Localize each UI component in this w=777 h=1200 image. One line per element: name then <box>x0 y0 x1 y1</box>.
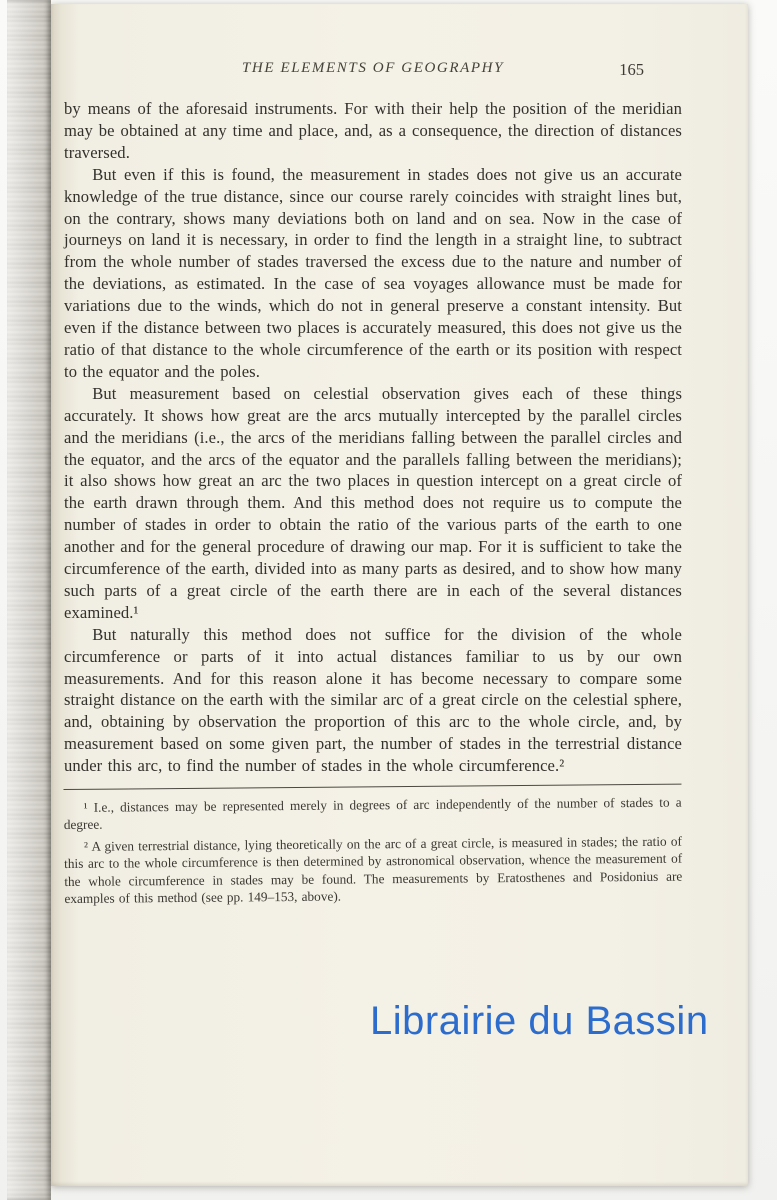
page-number: 165 <box>619 60 644 79</box>
running-header-title: THE ELEMENTS OF GEOGRAPHY <box>241 60 505 76</box>
page-content <box>51 4 748 908</box>
footnote-block <box>63 784 682 908</box>
running-head <box>64 60 682 82</box>
watermark-text: Librairie du Bassin <box>370 999 709 1043</box>
book-page-edges <box>7 0 51 1200</box>
page-body <box>64 98 682 777</box>
body-paragraph: But even if this is found, the measurement in stades does not give us an accurate knowledge of the true distance, since our course rarely coincides with straight lines but, on the contrary, shows many deviations both on land and on sea. Now in the case of journeys on land it is necessary, in order to find the length in a straight line, to subtract from the whole number of stades traversed the excess due to the nature and number of the deviations, as estimated. In the case of sea voyages allowance must be made for variations due to the winds, which do not in general preserve a constant intensity. But even if the distance between two places is accurately measured, this does not give us the ratio of that distance to the whole circumference of the earth or its position with respect to the equator and the poles. <box>64 164 682 381</box>
footnote-separator <box>63 784 681 790</box>
footnote-1: ¹ I.e., distances may be represented merely in degrees of arc independently of the number of stades to a degree. <box>63 794 682 833</box>
body-paragraph: But naturally this method does not suffice for the division of the whole circumference or parts of it into actual distances familiar to us by our own measurements. And for this reason alone it has become necessary to compare some straight distance on the earth with the similar arc of a great circle on the celestial sphere, and, obtaining by observation the proportion of this arc to the whole circle, and, by measurement based on some given part, the number of stades in the terrestrial distance under this arc, to find the number of stades in the whole circumference.² <box>64 624 682 776</box>
footnote-2: ² A given terrestrial distance, lying theoretically on the arc of a great circle, is measured in stades; the ratio of this arc to the whole circumference is then determined by astronomical observation, whence the measurement of the whole circumference in stades may be found. The measurements by Eratosthenes and Posidonius are examples of this method (see pp. 149–153, above). <box>64 833 683 907</box>
body-paragraph: But measurement based on celestial observation gives each of these things accurately. It shows how great are the arcs mutually intercepted by the parallel circles and the meridians (i.e., the arcs of the meridians falling between the parallel circles and the equator, and the arcs of the equator and the parallels falling between the meridians); it also shows how great an arc the two places in question intercept on a great circle of the earth drawn through them. And this method does not require us to compute the number of stades in order to obtain the ratio of the various parts of the earth to one another and for the general procedure of drawing our map. For it is sufficient to take the circumference of the earth, divided into as many parts as desired, and to show how many such parts of a great circle of the earth there are in each of the several distances examined.¹ <box>64 383 682 622</box>
body-paragraph: by means of the aforesaid instruments. For with their help the position of the meridian may be obtained at any time and place, and, as a consequence, the direction of distances traversed. <box>64 99 682 162</box>
